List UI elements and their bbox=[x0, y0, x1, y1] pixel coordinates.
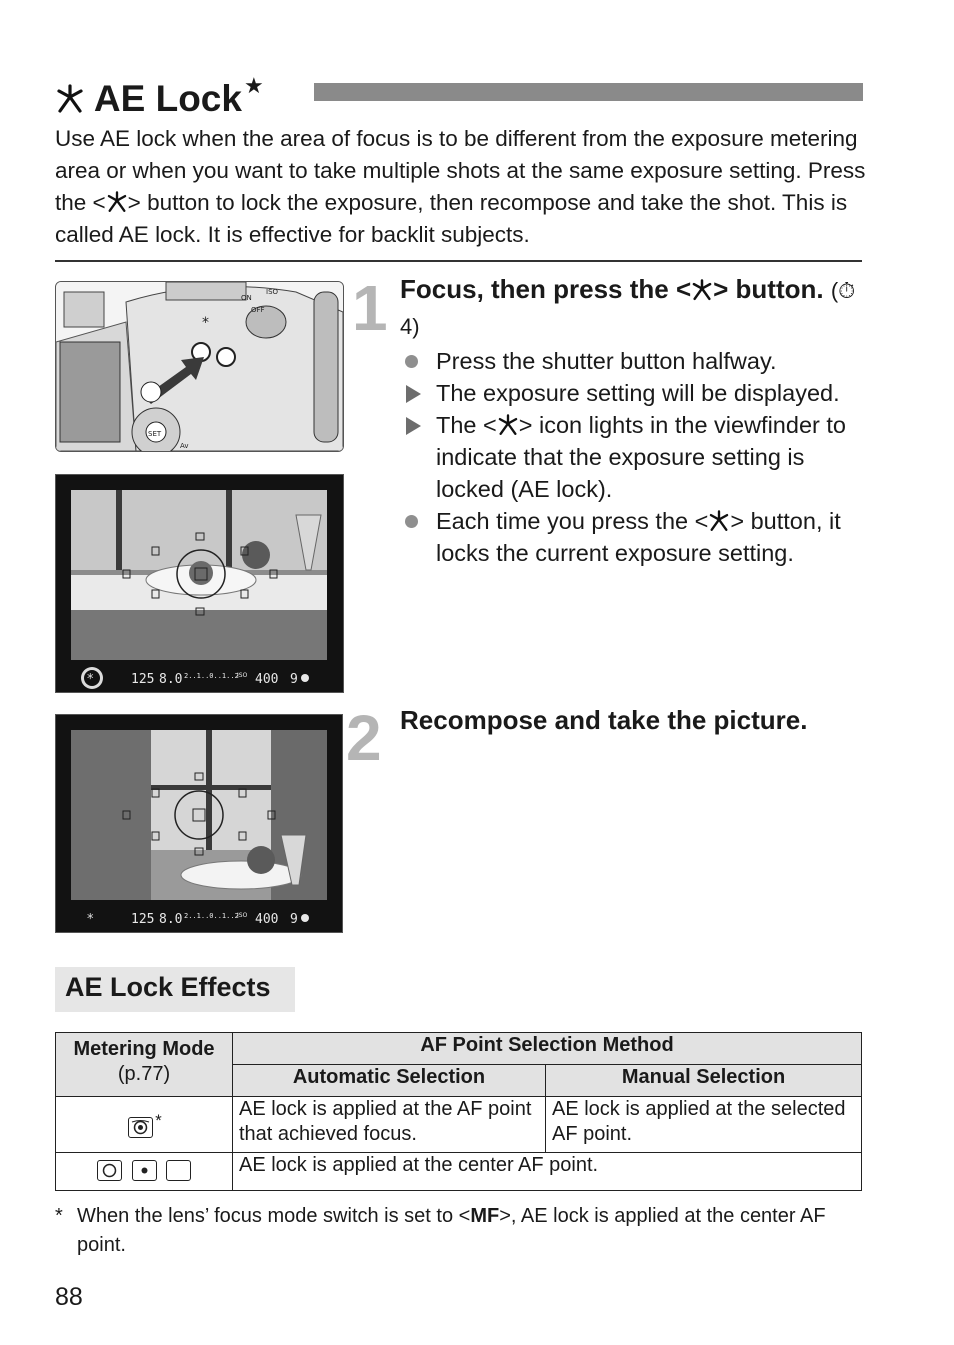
av-label: Av bbox=[180, 442, 189, 450]
step-2-number: 2 bbox=[346, 702, 382, 774]
vf-shots-remaining: 9 bbox=[290, 912, 298, 927]
list-item bbox=[400, 409, 862, 505]
evaluative-metering-cell bbox=[56, 1097, 233, 1153]
viewfinder-image-recomposed bbox=[55, 714, 343, 933]
bullet-dot-icon bbox=[405, 355, 418, 368]
center-weighted-metering-icon bbox=[166, 1160, 191, 1181]
step-1-heading-text: Focus, then press the < bbox=[400, 274, 692, 304]
vf-shutter-speed: 125 bbox=[131, 672, 155, 687]
list-item-text: > icon lights in the viewfinder to indicate that the exposure setting is locked (AE lock). bbox=[436, 412, 846, 502]
automatic-selection-header: Automatic Selection bbox=[233, 1065, 546, 1097]
vf-iso-label: ISO bbox=[237, 672, 248, 679]
arrow-bullet-icon bbox=[406, 385, 421, 403]
camera-illustration bbox=[56, 282, 343, 451]
other-metering-cell bbox=[56, 1153, 233, 1191]
svg-text:*: * bbox=[87, 672, 94, 687]
partial-metering-icon bbox=[97, 1160, 122, 1181]
metering-page-ref: (p.77) bbox=[117, 1063, 171, 1085]
vf-aperture: 8.0 bbox=[159, 912, 183, 927]
ae-lock-effects-heading: AE Lock Effects bbox=[55, 967, 295, 1012]
intro-text-1: Use AE lock when the area of focus is to be different from the exposure metering area or when you want to take multiple shots at the same exposure setting. Press the < bbox=[55, 126, 866, 215]
ae-lock-icon bbox=[55, 84, 85, 114]
footnote-text bbox=[77, 1202, 855, 1260]
set-label: SET bbox=[148, 430, 162, 438]
footnote-marker: * bbox=[155, 1111, 162, 1131]
viewfinder-scene-2 bbox=[56, 715, 342, 932]
on-label: ON bbox=[241, 294, 252, 302]
list-item-text: Press the shutter button halfway. bbox=[436, 348, 777, 374]
list-item-text: The < bbox=[436, 412, 497, 438]
advanced-star-mark: ★ bbox=[243, 73, 264, 98]
viewfinder-scene-1 bbox=[56, 475, 343, 692]
iso-label: ISO bbox=[266, 288, 279, 296]
metering-mode-header bbox=[56, 1033, 233, 1097]
vf-shutter-speed: 125 bbox=[131, 912, 155, 927]
ae-lock-icon bbox=[691, 279, 713, 301]
row1-auto-cell: AE lock is applied at the AF point that achieved focus. bbox=[233, 1097, 546, 1153]
list-item-text: Each time you press the < bbox=[436, 508, 709, 534]
arrow-bullet-icon bbox=[406, 417, 421, 435]
footnote-marker: * bbox=[55, 1205, 63, 1227]
step-2-heading: Recompose and take the picture. bbox=[400, 705, 808, 735]
ae-lock-effects-table bbox=[55, 1032, 862, 1191]
viewfinder-image-locked bbox=[55, 474, 344, 693]
off-label: OFF bbox=[251, 306, 265, 314]
table-row bbox=[56, 1153, 862, 1191]
page-number: 88 bbox=[55, 1283, 83, 1311]
camera-back-photo bbox=[55, 281, 344, 452]
ae-lock-icon bbox=[497, 414, 519, 436]
vf-exposure-scale: 2..1..0..1..2 bbox=[184, 912, 239, 920]
svg-text:*: * bbox=[87, 912, 94, 927]
vf-aperture: 8.0 bbox=[159, 672, 183, 687]
intro-paragraph bbox=[55, 123, 870, 251]
vf-iso-value: 400 bbox=[255, 912, 279, 927]
manual-selection-header: Manual Selection bbox=[546, 1065, 862, 1097]
list-item-text: > button, it locks the current exposure setting. bbox=[436, 508, 841, 566]
list-item bbox=[400, 505, 862, 569]
intro-text-2: > button to lock the exposure, then recompose and take the shot. This is called AE lock. It is effective for backlit subjects. bbox=[55, 190, 848, 247]
svg-text:*: * bbox=[202, 315, 209, 331]
metering-mode-label: Metering Mode bbox=[73, 1038, 215, 1060]
step-1-number: 1 bbox=[352, 272, 388, 344]
page-title bbox=[55, 62, 264, 123]
step-1-list bbox=[400, 345, 862, 569]
title-rule bbox=[314, 83, 863, 101]
vf-exposure-scale: 2..1..0..1..2 bbox=[184, 672, 239, 680]
vf-iso-label: ISO bbox=[237, 912, 248, 919]
vf-shots-remaining: 9 bbox=[290, 672, 298, 687]
footnote-text-2: >, AE lock is applied at the center AF point. bbox=[77, 1205, 826, 1256]
list-item bbox=[400, 345, 862, 377]
table-row bbox=[56, 1097, 862, 1153]
mf-label: MF bbox=[470, 1205, 500, 1227]
timer-page-ref: (⏱4) bbox=[400, 278, 856, 339]
step-1-heading-text-end: > button. bbox=[713, 274, 824, 304]
bullet-dot-icon bbox=[405, 515, 418, 528]
footnote-text-1: When the lens’ focus mode switch is set to < bbox=[77, 1205, 471, 1227]
list-item bbox=[400, 377, 862, 409]
list-item-text: The exposure setting will be displayed. bbox=[436, 380, 840, 406]
title-text: AE Lock bbox=[93, 78, 242, 119]
ae-lock-icon bbox=[708, 510, 730, 532]
vf-iso-value: 400 bbox=[255, 672, 279, 687]
spot-metering-icon bbox=[132, 1160, 157, 1181]
evaluative-metering-icon bbox=[128, 1117, 153, 1138]
section-divider bbox=[55, 260, 862, 262]
step-1-heading bbox=[400, 272, 860, 344]
ae-lock-icon bbox=[106, 191, 128, 213]
row1-manual-cell: AE lock is applied at the selected AF point. bbox=[546, 1097, 862, 1153]
footnote bbox=[55, 1202, 855, 1260]
af-point-selection-header: AF Point Selection Method bbox=[233, 1033, 862, 1065]
row2-cell: AE lock is applied at the center AF point. bbox=[233, 1153, 862, 1191]
